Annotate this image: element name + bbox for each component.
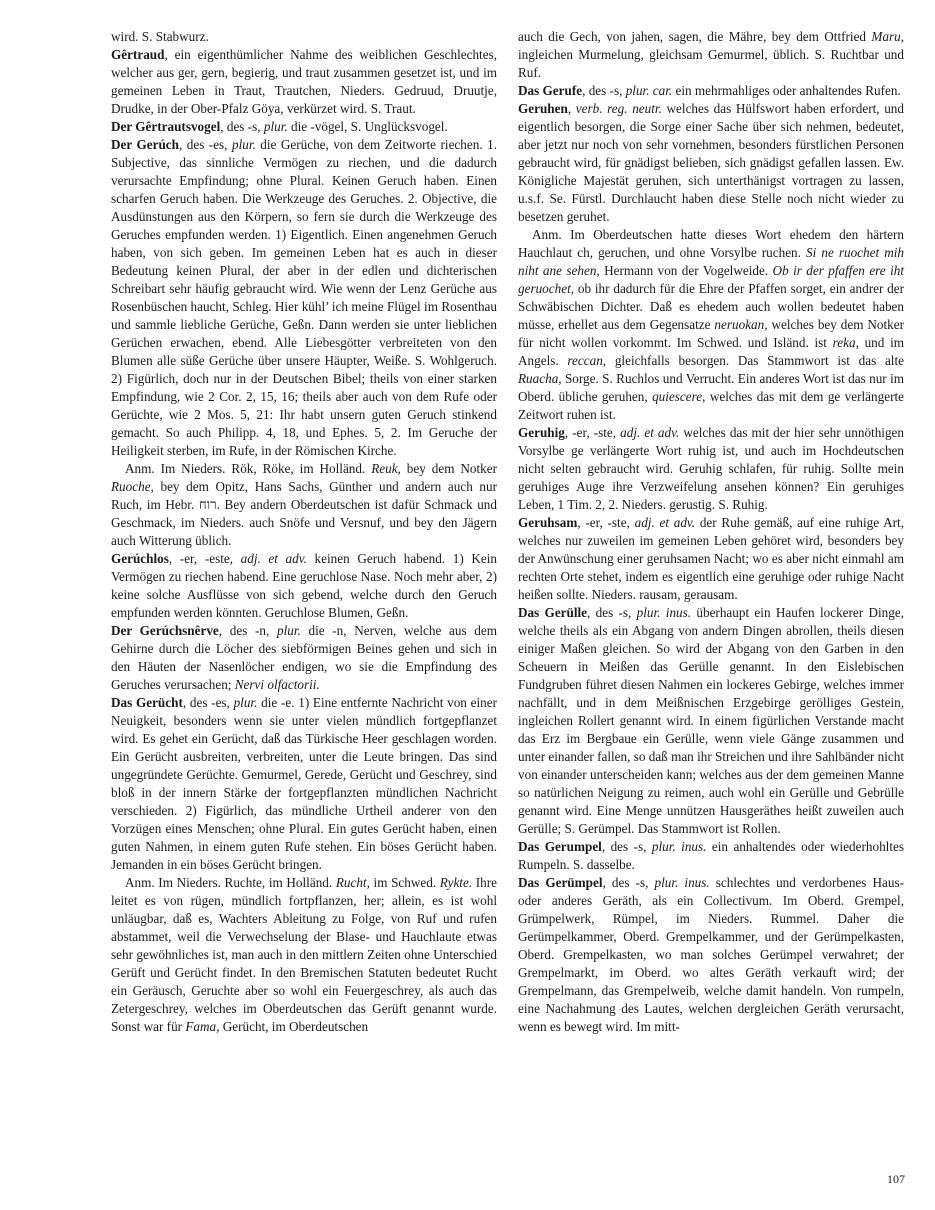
entry-text: , des -s, [220,119,264,134]
entry-text: der Ruhe gemäß, auf eine ruhige Art, welches nur zuweilen im gemeinen Leben gehöret wird, besonders bey der Anwünschung einer geruhsamen Nacht; wo es aber nicht einmahl am rechten Orte stehet, indem es eigentlich eine geruhige oder ruhige Nacht heißen sollte. Nieders. rausam, gerausam. [518,515,904,602]
headword: Gerúchlos [111,551,169,566]
entry-text: bey dem Opitz, Hans Sachs, Günther und andern auch nur Ruch, im Hebr. רוח. Bey andern Oberdeutschen ist dafür Schmack und Geschmack, im Nieders. auch Snöfe und Versnuf, und bey den Jägern auch Witterung üblich. [111,479,497,548]
dictionary-entry [518,514,904,604]
italic-term: Ob ir der pfaffen ere iht geruochet, [518,263,904,296]
headword: Geruhig [518,425,565,440]
italic-term: plur. [276,623,301,638]
entry-text: schlechtes und verdorbenes Haus- oder anderes Geräth, als ein Collectivum. Im Oberd. Grempel, Grümpelwerk, Rümpel, im Nieders. Rummel. Daher die Gerümpelkammer, Oberd. Grempelkammer, und der Gerümpelkasten, Oberd. Grempelkasten, wo man solches Gerümpel verwahret; der Grempelmarkt, im Oberd. wo altes Geräth verkauft wird; der Grempelmann, das Grempelweib, welche damit handeln. Von rumpeln, eine Nachahmung des Lautes, welchen dergleichen Geräth verursacht, wenn es bewegt wird. Im mitt- [518,875,904,1034]
entry-text: keinen Geruch habend. 1) Kein Vermögen zu riechen habend. Eine geruchlose Nase. Noch mehr aber, 2) keine solche Ausflüsse von sich gebend, welche durch den Geruch empfunden werden könnten. Geruchlose Blumen, Geßn. [111,551,497,620]
italic-term: adj. et adv. [240,551,307,566]
italic-term: Rykte. [439,875,473,890]
entry-text: , des -s, [582,83,626,98]
headword: Das Gerufe [518,83,583,98]
entry-text: Anm. Im Oberdeutschen hatte dieses Wort ehedem den härtern Hauchlaut ch, geruchen, und ohne Vorsylbe ruchen. [518,227,904,260]
entry-text: Anm. Im Nieders. Ruchte, im Holländ. [125,875,336,890]
entry-text: , [567,101,576,116]
italic-term: verb. reg. neutr. [575,101,662,116]
headword: Der Gerúch [111,137,179,152]
headword: Der Gerúchsnêrve [111,623,219,638]
entry-text: Gerücht, im Oberdeutschen [219,1019,369,1034]
italic-term: adj. et adv. [634,515,696,530]
dictionary-entry [111,28,497,46]
entry-text: , ein eigenthümlicher Nahme des weiblichen Geschlechtes, welcher aus ger, gern, begierig, und traut zusammen gesetzet ist, und im gemeinen Leben in Traut, Trautchen, Nieders. Gedruud, Druutje, Drudke, in der Ober-Pfalz Göya, verkürzet wird. S. Traut. [111,47,497,116]
entry-text: , des -s, [602,875,655,890]
italic-term: plur. inus. [651,839,707,854]
dictionary-entry [518,82,904,100]
dictionary-entry [518,604,904,838]
entry-text: , -er, -este, [168,551,241,566]
entry-text: Hermann von der Vogelweide. [599,263,773,278]
entry-text: ingleichen Murmelung, gleichsam Gemurmel, üblich. S. Ruchtbar und Ruf. [518,47,904,80]
italic-term: plur. [263,119,288,134]
italic-term: plur. [231,137,256,152]
entry-text: , -er, -ste, [577,515,635,530]
annotation-paragraph [518,226,904,424]
annotation-paragraph [111,874,497,1036]
headword: Geruhen [518,101,568,116]
entry-text: die -e. 1) Eine entfernte Nachricht von einer Neuigkeit, besonders wenn sie unter vielen mündlich fortgepflanzet wird. Es gehet ein Gerücht, daß das Türkische Heer geschlagen worden. Ein Gerücht ausbreiten, verbreiten, unter die Leute bringen. Das sind ungegründete Gerüchte. Gemurmel, Gerede, Gerücht und Geschrey, sind bloß in der innern Stärke der fortgepflanzten mündlichen Nachricht verschieden. 2) Figürlich, das mündliche Urtheil anderer von den Vorzügen eines Menschen; ohne Plural. Ein gutes Gerücht haben, einen guten Nahmen, in einem guten Rufe stehen. Ein böses Gerücht haben. Jemanden in ein böses Gerücht bringen. [111,695,497,872]
entry-text: gleichfalls besorgen. Das Stammwort ist das alte [606,353,904,368]
entry-text: bey dem Notker [400,461,497,476]
italic-term: Rucht, [335,875,370,890]
entry-text: welches das Hülfswort haben erfordert, und eigentlich besorgen, die Sorge einer Sache über sich nehmen, bedeutet, aber jetzt nur noch von sehr vornehmen, besonders fürstlichen Personen gebraucht wird, für gnädigst belieben, sich gnädigst gefallen lassen. Ew. Königliche Majestät geruhen, sich unterthänigst vortragen zu lassen, u.s.f. Se. Fürstl. Durchlaucht haben diese Stelle noch nicht wieder zu besetzen geruhet. [518,101,904,224]
dictionary-entry [111,694,497,874]
entry-text: , des -n, [218,623,277,638]
entry-text: Ihre leitet es von rügen, mündlich fortpflanzen, her; allein, es ist wohl unläugbar, daß es, Wachters Ableitung zu Folge, von Ruf und rufen abstammet, weil die Verwechselung der Blase- und Hauchlaute etwas sehr gewöhnliches ist, man auch in den mittlern Zeiten ohne Unterschied Gerüft und Gerücht findet. In den Bremischen Statuten bedeutet Rucht ein Geräusch, Geruchte aber so wohl ein Feuergeschrey, als auch das Zetergeschrey, welches im Oberdeutschen das Gerüft genannt wurde. Sonst war für [111,875,497,1034]
headword: Geruhsam [518,515,578,530]
italic-term: plur. inus. [654,875,710,890]
entry-text: ein anhaltendes oder wiederhohltes Rumpeln. S. dasselbe. [518,839,904,872]
entry-text: ob ihr dadurch für die Ehre der Pfaffen sorget, ein andrer der Schwäbischen Dichter. Daß es ehedem auch wollen bedeutet haben müsse, erhellet aus dem Gegensatze [518,281,904,332]
dictionary-entry [518,424,904,514]
entry-text: Anm. Im Nieders. Rök, Röke, im Holländ. [125,461,372,476]
dictionary-entry [111,622,497,694]
dictionary-entry [111,118,497,136]
headword: Das Gerülle [518,605,588,620]
italic-term: plur. inus. [636,605,692,620]
italic-term: Ruoche, [111,479,154,494]
italic-term: quiescere, [652,389,706,404]
entry-text: Sorge. S. Ruchlos und Verrucht. Ein anderes Wort ist das nur im Oberd. übliche geruhen, [518,371,904,404]
entry-text: welches bey dem Notker für nicht wollen vorkommt. Im Schwed. und Isländ. ist [518,317,905,350]
dictionary-entry [518,28,904,82]
italic-term: Si ne ruochet mih niht ane sehen, [518,245,904,278]
right-column [518,28,904,1036]
italic-term: plur. [233,695,258,710]
entry-text: überhaupt ein Haufen lockerer Dinge, welche theils als ein Abgang von andern Dingen abrollen, theils diesen einiger Maßen gleichen. So wird der Abgang von den Garben in den Scheuern in Meißen das Gerülle genannt. In den Eislebischen Fundgruben führet diesen Nahmen ein lockeres Gebirge, welches immer nachfällt, und in dem Meißnischen Erzgebirge gerölliges Gestein, ingleichen Rollert genannt wird. In einem figürlichen Verstande macht das Erz im Bergbaue ein Gerülle, wenn viele Gänge zusammen und unter einander fallen, so daß man ihr Streichen und ihre Sahlbänder nicht von einander unterscheiden kann; welches aus der dem gemeinen Manne so natürlichen Neigung zu reimen, auch wohl ein Gerülle und Gebrülle genannt wird. Eine Menge unnützen Hausgeräthes heißt zuweilen auch Gerülle; S. Gerümpel. Das Stammwort ist Rollen. [518,605,904,836]
headword: Das Gerümpel [518,875,603,890]
italic-term: Maru, [871,29,904,44]
entry-text: , des -es, [178,137,232,152]
entry-text: , -er, -ste, [564,425,621,440]
italic-term: reccan, [567,353,607,368]
entry-text: ein mehrmahliges oder anhaltendes Rufen. [672,83,901,98]
headword: Das Gerumpel [518,839,602,854]
italic-term: Fama, [185,1019,220,1034]
italic-term: adj. et adv. [620,425,680,440]
entry-text: , des -s, [587,605,637,620]
entry-text: die -n, Nerven, welche aus dem Gehirne durch die Löcher des siebförmigen Beines gehen und sich in den Häuten der Nasenlöcher endigen, wo sie die Empfindung des Geruches verursachen; [111,623,497,692]
entry-text: , des -s, [601,839,652,854]
headword: Das Gerücht [111,695,183,710]
entry-text: welches das mit dem ge verlängerte Zeitwort ruhen ist. [518,389,904,422]
dictionary-entry [111,550,497,622]
italic-term: reka, [832,335,859,350]
entry-text: wird. S. Stabwurz. [111,29,209,44]
entry-text: die -vögel, S. Unglücksvogel. [287,119,448,134]
dictionary-entry [111,136,497,460]
headword: Der Gêrtrautsvogel [111,119,221,134]
italic-term: plur. car. [625,83,673,98]
dictionary-entry [518,838,904,874]
dictionary-entry [518,874,904,1036]
entry-text: , des -es, [182,695,234,710]
italic-term: Nervi olfactorii. [234,677,320,692]
italic-term: Ruacha, [518,371,562,386]
entry-text: im Schwed. [369,875,440,890]
entry-text: welches das mit der hier sehr unnöthigen Vorsylbe ge verlängerte Wort ruhig ist, und auch im Hochdeutschen nicht selten gebraucht wird. Geruhig schlafen, für ruhig. Sollte mein geruhiges Auge ihre Verzweifelung ansehen können? Ein geruhiges Leben, 1 Tim. 2, 2. Nieders. gerustig. S. Ruhig. [518,425,904,512]
dictionary-entry [518,100,904,226]
left-column [111,28,497,1036]
headword: Gêrtraud [111,47,165,62]
page-number: 107 [887,1172,905,1186]
italic-term: neruokan, [714,317,768,332]
dictionary-entry [111,46,497,118]
italic-term: Reuk, [371,461,401,476]
entry-text: und im Angels. [518,335,904,368]
entry-text: auch die Gech, von jahen, sagen, die Mähre, bey dem Ottfried [518,29,872,44]
annotation-paragraph [111,460,497,550]
entry-text: die Gerüche, von dem Zeitworte riechen. 1. Subjective, das sinnliche Vermögen zu riechen, und die dadurch verursachte Empfindung; ohne Plural. Keinen Geruch haben. Einen scharfen Geruch haben. Die Werkzeuge des Geruches. 2. Objective, die Ausdünstungen aus den Körpern, so fern sie durch die Werkzeuge des Geruches empfunden werden. 1) Eigentlich. Einen angenehmen Geruch haben, von sich geben. Im gemeinen Leben hat es auch in dieser Bedeutung keinen Plural, der aber in der edlen und dichterischen Schreibart sehr häufig gebraucht wird. Wie wenn der Lenz Gerüche aus Rosenbüschen haucht, Schleg. Hier kühl’ ich meine Flügel im Rosenthau und sammle liebliche Gerüche, Geßn. Dann werden sie unter lieblichen Gerüchen erwachen, ebend. Alle Liebesgötter verbreiteten von den Blumen alle süße Gerüche über unsere Häupter, Weiße. S. Wohlgeruch. 2) Figürlich, doch nur in der Deutschen Bibel; theils von einer starken Empfindung, wie 2 Cor. 2, 15, 16; theils aber auch von dem Rufe oder Gerüchte, wie 2 Mos. 5, 21: Ihr habt unsern guten Geruch stinkend gemacht. So auch Philipp. 4, 18, und Ephes. 5, 2. Im Geruche der Heiligkeit sterben, im Rufe, in der Römischen Kirche. [111,137,497,458]
